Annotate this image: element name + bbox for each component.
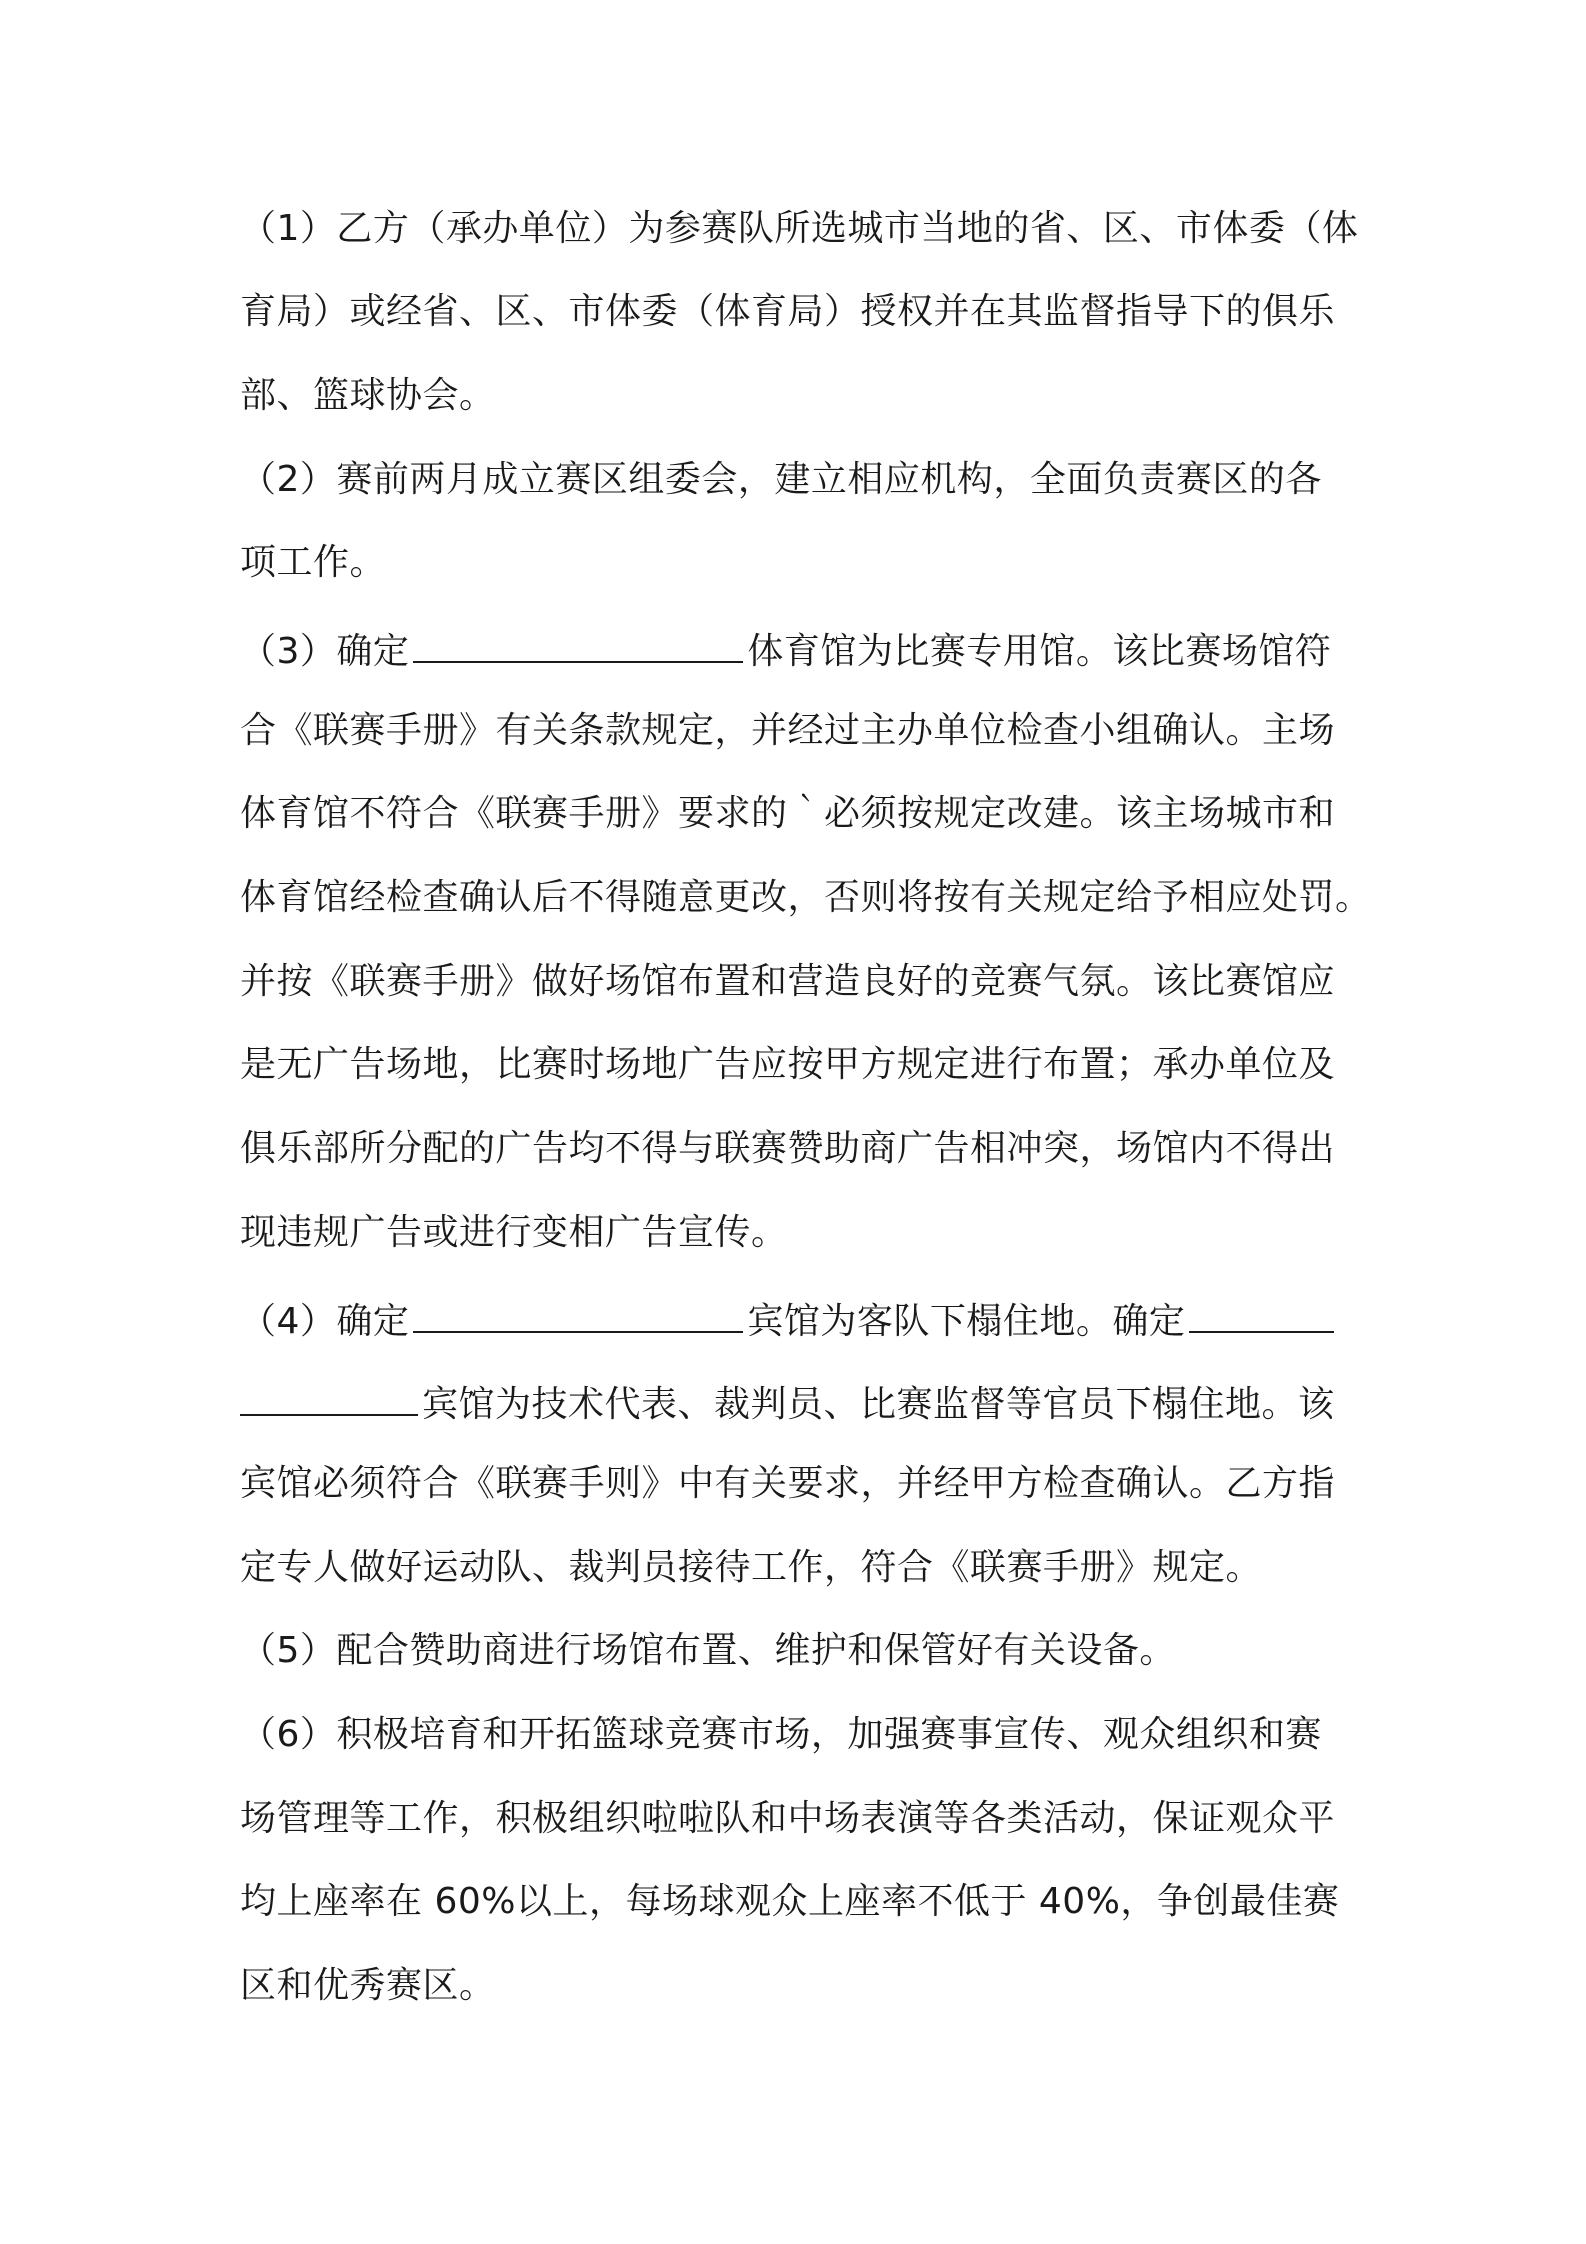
paragraph-2-line-1: （2）赛前两月成立赛区组委会，建立相应机构，全面负责赛区的各 (240, 459, 1322, 500)
paragraph-4-line-1 (240, 1295, 1360, 1344)
paragraph-3-line-2: 合《联赛手册》有关条款规定，并经过主办单位检查小组确认。主场 (240, 710, 1336, 751)
paragraph-1-line-1: （1）乙方（承办单位）为参赛队所选城市当地的省、区、市体委（体 (240, 208, 1359, 249)
officials-hotel-blank-field-part-1[interactable] (1189, 1295, 1334, 1333)
paragraph-3-suffix: 体育馆为比赛专用馆。该比赛场馆符 (747, 631, 1332, 672)
paragraph-3-line-5: 并按《联赛手册》做好场馆布置和营造良好的竞赛气氛。该比赛馆应 (240, 961, 1336, 1002)
paragraph-3-line-6: 是无广告场地，比赛时场地广告应按甲方规定进行布置；承办单位及 (240, 1044, 1336, 1085)
paragraph-3-line-1 (240, 625, 1360, 674)
paragraph-1-line-3: 部、篮球协会。 (240, 375, 496, 416)
paragraph-6-line-3: 均上座率在 60%以上，每场球观众上座率不低于 40%，争创最佳赛 (240, 1881, 1340, 1922)
paragraph-3-prefix: （3）确定 (240, 631, 410, 672)
paragraph-4-line-3: 宾馆必须符合《联赛手则》中有关要求，并经甲方检查确认。乙方指 (240, 1463, 1336, 1504)
paragraph-1-line-2: 育局）或经省、区、市体委（体育局）授权并在其监督指导下的俱乐 (240, 291, 1336, 332)
paragraph-3-line-3: 体育馆不符合《联赛手册》要求的｀必须按规定改建。该主场城市和 (240, 793, 1336, 834)
guest-hotel-blank-field[interactable] (413, 1295, 743, 1333)
paragraph-6-line-1: （6）积极培育和开拓篮球竞赛市场，加强赛事宣传、观众组织和赛 (240, 1714, 1322, 1755)
paragraph-3-line-4: 体育馆经检查确认后不得随意更改，否则将按有关规定给予相应处罚。 (240, 877, 1372, 918)
paragraph-4-prefix: （4）确定 (240, 1301, 410, 1342)
paragraph-6-line-2: 场管理等工作，积极组织啦啦队和中场表演等各类活动，保证观众平 (240, 1798, 1336, 1839)
paragraph-5-line-1: （5）配合赞助商进行场馆布置、维护和保管好有关设备。 (240, 1630, 1176, 1671)
paragraph-3-line-7: 俱乐部所分配的广告均不得与联赛赞助商广告相冲突，场馆内不得出 (240, 1128, 1336, 1169)
paragraph-4-line-4: 定专人做好运动队、裁判员接待工作，符合《联赛手册》规定。 (240, 1547, 1263, 1588)
paragraph-6-line-4: 区和优秀赛区。 (240, 1965, 496, 2006)
paragraph-4-line-2 (240, 1378, 1360, 1427)
officials-hotel-blank-field-part-2[interactable] (240, 1378, 418, 1416)
paragraph-4-line-2-text: 宾馆为技术代表、裁判员、比赛监督等官员下榻住地。该 (422, 1384, 1335, 1425)
paragraph-4-middle: 宾馆为客队下榻住地。确定 (747, 1301, 1186, 1342)
paragraph-2-line-2: 项工作。 (240, 542, 387, 583)
venue-blank-field[interactable] (413, 625, 743, 663)
paragraph-3-line-8: 现违规广告或进行变相广告宣传。 (240, 1212, 788, 1253)
